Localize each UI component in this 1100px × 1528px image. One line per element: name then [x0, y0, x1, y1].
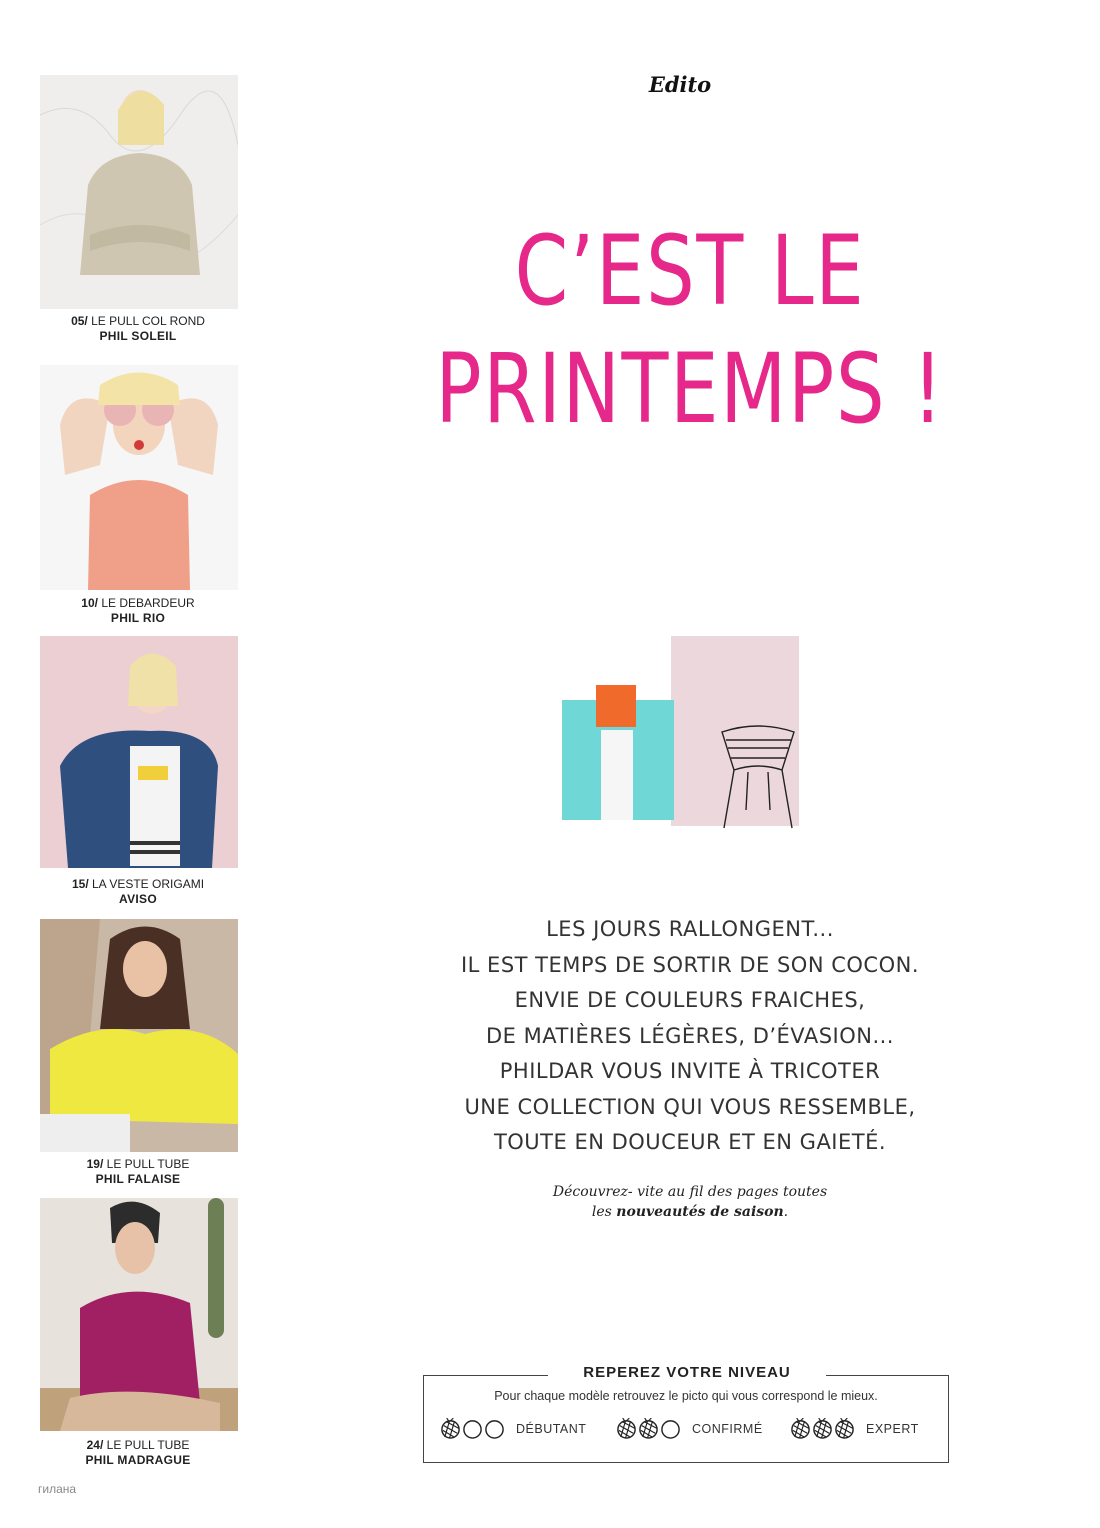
discover-line-2: [420, 1202, 960, 1222]
item-title: LE PULL TUBE: [103, 1157, 190, 1171]
thumbnail-debardeur[interactable]: [40, 365, 238, 590]
item-number: 05/: [71, 314, 88, 328]
level-label: EXPERT: [866, 1421, 919, 1436]
yarn-ball-filled-icon: [812, 1418, 833, 1439]
photo-model-blue-cardigan: [40, 636, 238, 868]
body-line: LES JOURS RALLONGENT...: [546, 917, 834, 941]
body-line: ENVIE DE COULEURS FRAICHES,: [514, 988, 866, 1012]
body-line: DE MATIÈRES LÉGÈRES, D’ÉVASION...: [486, 1023, 894, 1048]
watermark: гилана: [38, 1482, 77, 1496]
section-label: Edito: [648, 72, 712, 97]
level-beginner: [440, 1418, 586, 1439]
yarn-ball-empty-icon: [660, 1418, 681, 1439]
edito-body: [380, 912, 1000, 1161]
yarn-ball-filled-icon: [790, 1418, 811, 1439]
caption-item-3: [0, 877, 276, 907]
level-legend-title: REPEREZ VOTRE NIVEAU: [548, 1364, 826, 1381]
item-title: LE PULL TUBE: [103, 1438, 190, 1452]
body-line: UNE COLLECTION QUI VOUS RESSEMBLE,: [464, 1094, 916, 1119]
level-expert: [790, 1418, 919, 1439]
discover-suffix: .: [783, 1204, 789, 1220]
body-line: PHILDAR VOUS INVITE À TRICOTER: [499, 1059, 881, 1083]
item-title: LA VESTE ORIGAMI: [88, 877, 205, 891]
thumbnail-pull-tube-madrague[interactable]: [40, 1198, 238, 1431]
item-number: 15/: [71, 877, 89, 891]
level-legend-subtitle: Pour chaque modèle retrouvez le picto qui vous correspond le mieux.: [494, 1389, 878, 1403]
decor-illustration: [536, 630, 836, 850]
item-number: 10/: [81, 596, 98, 610]
photo-model-yellow-sweater: [40, 919, 238, 1152]
item-yarn: PHIL RIO: [110, 611, 166, 625]
photo-model-beige-sweater: [40, 75, 238, 309]
caption-item-2: [0, 596, 276, 626]
item-number: 19/: [86, 1157, 104, 1171]
page-headline: [410, 212, 970, 448]
caption-item-1: [0, 314, 276, 344]
yarn-ball-filled-icon: [440, 1418, 461, 1439]
body-line: TOUTE EN DOUCEUR ET EN GAIETÉ.: [493, 1130, 887, 1154]
item-title: LE DEBARDEUR: [97, 596, 195, 610]
yarn-ball-empty-icon: [484, 1418, 505, 1439]
caption-item-4: [0, 1157, 276, 1187]
discover-bold: nouveautés de saison: [616, 1204, 784, 1220]
caption-item-5: [0, 1438, 276, 1468]
yarn-ball-filled-icon: [638, 1418, 659, 1439]
sidebar-contents: [0, 0, 280, 1528]
photo-model-pink-tank: [40, 365, 238, 590]
item-yarn: AVISO: [119, 892, 157, 906]
item-number: 24/: [86, 1438, 104, 1452]
yarn-balls-2: [616, 1418, 682, 1439]
level-label: CONFIRMÉ: [692, 1421, 763, 1436]
yarn-ball-empty-icon: [462, 1418, 483, 1439]
yarn-ball-filled-icon: [616, 1418, 637, 1439]
item-yarn: PHIL FALAISE: [95, 1172, 181, 1186]
level-label: DÉBUTANT: [516, 1421, 587, 1436]
item-yarn: PHIL SOLEIL: [99, 329, 177, 343]
item-title: LE PULL COL ROND: [87, 314, 205, 328]
thumbnail-pull-col-rond[interactable]: [40, 75, 238, 309]
discover-prefix: les: [591, 1204, 617, 1220]
thumbnail-veste-origami[interactable]: [40, 636, 238, 868]
discover-note: [420, 1182, 960, 1222]
headline-line-1: C’EST LE: [514, 215, 866, 327]
headline-line-2: PRINTEMPS !: [435, 333, 945, 445]
photo-model-magenta-sweater: [40, 1198, 238, 1431]
item-yarn: PHIL MADRAGUE: [85, 1453, 191, 1467]
yarn-ball-filled-icon: [834, 1418, 855, 1439]
thumbnail-pull-tube-falaise[interactable]: [40, 919, 238, 1152]
discover-line-1: Découvrez- vite au fil des pages toutes: [552, 1184, 828, 1200]
yarn-balls-3: [790, 1418, 856, 1439]
body-line: IL EST TEMPS DE SORTIR DE SON COCON.: [460, 952, 919, 977]
yarn-balls-1: [440, 1418, 506, 1439]
level-confirmed: [616, 1418, 763, 1439]
